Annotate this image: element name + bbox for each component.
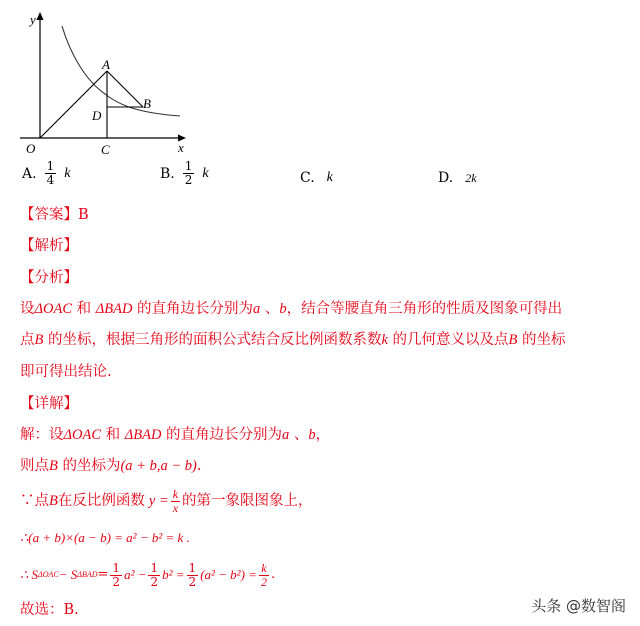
detail-d1-c: 的直角边长分别为 <box>161 427 283 443</box>
detail-d5-f: (a² − b²) = <box>200 567 257 582</box>
option-d[interactable] <box>438 170 477 186</box>
detail-line-5 <box>20 560 275 590</box>
segment-OA <box>40 71 107 138</box>
label-B: B <box>143 96 151 111</box>
detail-d5-f2n: 1 <box>150 560 159 575</box>
detail-d3-c: 的第一象限图象上， <box>182 493 313 509</box>
label-x: x <box>178 140 184 155</box>
label-C: C <box>101 142 110 157</box>
detail-d3-b: 在反比例函数 <box>57 493 145 509</box>
option-b-var: k <box>202 165 209 181</box>
option-c-text: k <box>326 170 333 185</box>
option-a-num: 1 <box>46 159 55 173</box>
fenxi-line-2 <box>20 330 565 350</box>
detail-header: 【详解】 <box>20 396 78 412</box>
option-a-var: k <box>64 165 71 181</box>
detail-d1-a: 解：设 <box>20 427 64 443</box>
detail-d5-f2d: 2 <box>150 574 159 589</box>
hyperbola-curve <box>62 26 180 116</box>
detail-d1-t1: ΔOAC <box>63 427 102 443</box>
option-b-den: 2 <box>184 173 193 187</box>
detail-d3-y: y = <box>148 493 169 509</box>
fenxi-l2-d: 的坐标 <box>517 332 566 348</box>
detail-d5-f1n: 1 <box>112 560 121 575</box>
fenxi-l1-vb: b <box>279 301 287 317</box>
y-axis-arrow <box>37 12 44 20</box>
watermark: 头条 @数智阁 <box>531 597 626 615</box>
detail-d1-d: 、 <box>289 427 309 443</box>
label-D: D <box>92 108 102 123</box>
analysis-header: 【解析】 <box>20 238 78 254</box>
label-y: y <box>30 12 36 27</box>
fenxi-l1-b: 和 <box>72 301 96 317</box>
detail-d5-sub1: ΔOAC <box>38 570 59 579</box>
detail-d5-e: b² = <box>162 567 185 582</box>
segment-AB <box>107 71 143 107</box>
fenxi-l1-t1: ΔOAC <box>34 301 73 317</box>
option-b-letter: B. <box>160 165 175 182</box>
fenxi-header: 【分析】 <box>20 270 78 286</box>
option-c[interactable] <box>300 170 333 186</box>
detail-d5-d: a² − <box>124 567 147 582</box>
detail-d3-num: k <box>172 486 179 501</box>
option-a-letter: A. <box>22 165 37 182</box>
option-b[interactable] <box>160 160 209 187</box>
fenxi-l2-b: 的坐标，根据三角形的面积公式结合反比例函数系数 <box>43 332 382 348</box>
answer-line: 【答案】B <box>20 207 89 223</box>
detail-d5-b: − S <box>58 567 78 582</box>
detail-d5-frac4 <box>259 562 269 589</box>
fenxi-l1-a: 设 <box>20 301 35 317</box>
fenxi-line-3: 即可得出结论. <box>20 364 112 380</box>
fenxi-l2-B2: B <box>508 332 518 348</box>
detail-d5-f4d: 2 <box>260 574 267 589</box>
detail-d1-b: 和 <box>101 427 125 443</box>
label-O: O <box>26 141 36 156</box>
detail-line-4: ∴(a + b)×(a − b) = a² − b² = k . <box>20 530 190 545</box>
fenxi-l1-d: 、 <box>260 301 280 317</box>
detail-d5-f3d: 2 <box>188 574 197 589</box>
option-a-den: 4 <box>46 173 55 187</box>
detail-d2-b: 的坐标为 <box>57 458 121 474</box>
detail-d1-va: a <box>282 427 290 443</box>
detail-line-1 <box>20 425 330 445</box>
fenxi-l1-va: a <box>253 301 261 317</box>
detail-d5-f1d: 2 <box>112 574 121 589</box>
option-a[interactable] <box>22 160 70 187</box>
detail-d2-c: . <box>196 458 202 474</box>
detail-d1-t2: ΔBAD <box>124 427 162 443</box>
detail-d2-a: 则点 <box>20 458 49 474</box>
option-b-fraction <box>183 160 195 187</box>
detail-line-3 <box>20 486 313 516</box>
detail-d5-g: . <box>270 567 276 582</box>
detail-d5-c: = <box>97 567 109 582</box>
fenxi-l2-c: 的几何意义以及点 <box>387 332 509 348</box>
detail-line-6: 故选：B. <box>20 602 79 618</box>
fenxi-l2-a: 点 <box>20 332 35 348</box>
detail-d5-frac2 <box>148 562 160 589</box>
label-A: A <box>102 57 110 72</box>
detail-d3-den: x <box>172 500 179 515</box>
detail-d3-B: B <box>49 493 58 509</box>
graph-figure <box>10 8 200 158</box>
fenxi-l2-k: k <box>381 332 388 348</box>
option-a-fraction <box>45 160 57 187</box>
option-b-num: 1 <box>184 159 193 173</box>
detail-line-2 <box>20 456 201 476</box>
fenxi-l1-c: 的直角边长分别为 <box>132 301 254 317</box>
option-d-text: 2k <box>465 170 477 185</box>
detail-d3-frac <box>171 488 180 515</box>
detail-d3-a: ∵点 <box>20 493 49 509</box>
detail-d5-a: ∴ S <box>20 567 39 582</box>
option-c-letter: C. <box>300 170 315 186</box>
detail-d5-f3n: 1 <box>188 560 197 575</box>
fenxi-l1-e: ，结合等腰直角三角形的性质及图象可得出 <box>286 301 563 317</box>
detail-d5-sub2: ΔBAD <box>77 570 98 579</box>
detail-d5-f4n: k <box>261 560 267 575</box>
detail-d1-vb: b <box>308 427 316 443</box>
option-d-letter: D. <box>438 170 454 186</box>
detail-d5-frac3 <box>187 562 199 589</box>
detail-d1-e: ， <box>315 427 331 443</box>
fenxi-l2-B: B <box>34 332 44 348</box>
detail-d2-B: B <box>49 458 58 474</box>
detail-d2-coord: (a + b,a − b) <box>120 458 197 474</box>
fenxi-l1-t2: ΔBAD <box>95 301 133 317</box>
fenxi-line-1 <box>20 299 562 319</box>
detail-d5-frac1 <box>110 562 122 589</box>
